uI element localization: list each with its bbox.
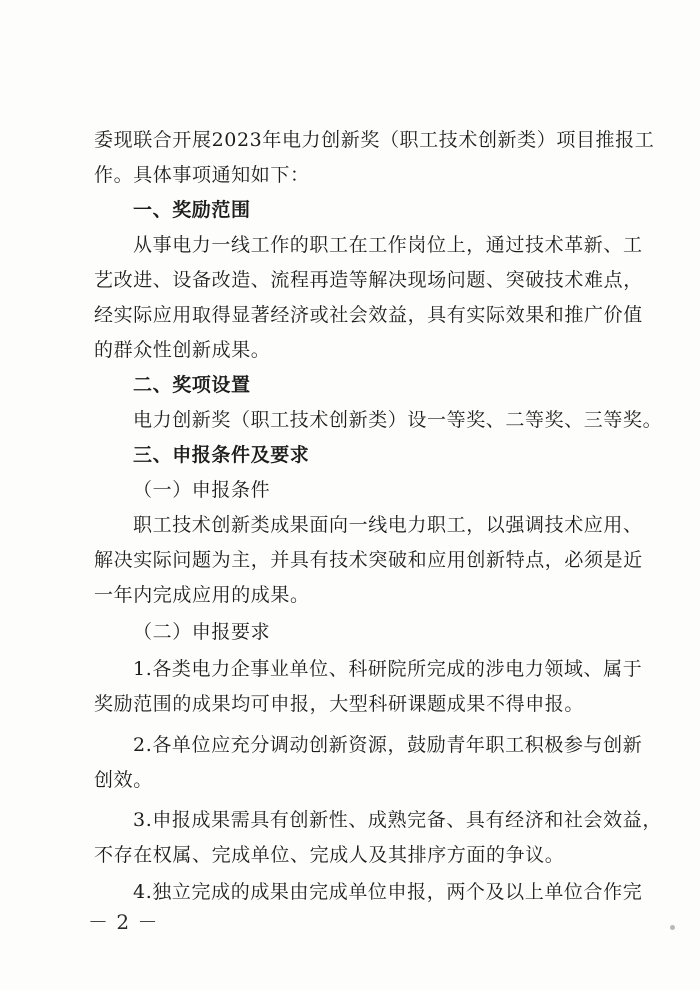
body-line: 2.各单位应充分调动创新资源，鼓励青年职工积极参与创新 xyxy=(133,734,643,756)
body-line: 经实际应用取得显著经济或社会效益，具有实际效果和推广价值 xyxy=(94,304,643,326)
body-line: 职工技术创新类成果面向一线电力职工，以强调技术应用、 xyxy=(133,514,643,536)
subsection-heading-requirements: （二）申报要求 xyxy=(133,621,271,643)
body-line: 艺改进、设备改造、流程再造等解决现场问题、突破技术难点， xyxy=(94,269,643,291)
subsection-heading-conditions: （一）申报条件 xyxy=(133,479,271,501)
body-line: 1.各类电力企事业单位、科研院所完成的涉电力领域、属于 xyxy=(133,658,643,680)
body-line: 的群众性创新成果。 xyxy=(94,339,271,361)
page-number: － 2 － xyxy=(88,910,159,934)
body-line: 3.申报成果需具有创新性、成熟完备、具有经济和社会效益， xyxy=(133,809,662,831)
scan-speck-icon xyxy=(670,925,675,930)
section-heading-conditions: 三、申报条件及要求 xyxy=(133,444,310,466)
body-line: 一年内完成应用的成果。 xyxy=(94,584,310,606)
section-heading-award-scope: 一、奖励范围 xyxy=(133,199,251,221)
body-line: 解决实际问题为主，并具有技术突破和应用创新特点，必须是近 xyxy=(94,549,643,571)
body-line: 不存在权属、完成单位、完成人及其排序方面的争议。 xyxy=(94,844,565,866)
body-line: 创效。 xyxy=(94,769,153,791)
body-line: 作。具体事项通知如下： xyxy=(94,164,310,186)
body-line: 奖励范围的成果均可申报，大型科研课题成果不得申报。 xyxy=(94,693,585,715)
body-line: 4.独立完成的成果由完成单位申报，两个及以上单位合作完 xyxy=(133,881,643,903)
body-line: 委现联合开展2023年电力创新奖（职工技术创新类）项目推报工 xyxy=(94,129,655,151)
body-line: 电力创新奖（职工技术创新类）设一等奖、二等奖、三等奖。 xyxy=(133,409,663,431)
section-heading-award-setting: 二、奖项设置 xyxy=(133,374,251,396)
body-line: 从事电力一线工作的职工在工作岗位上，通过技术革新、工 xyxy=(133,234,643,256)
